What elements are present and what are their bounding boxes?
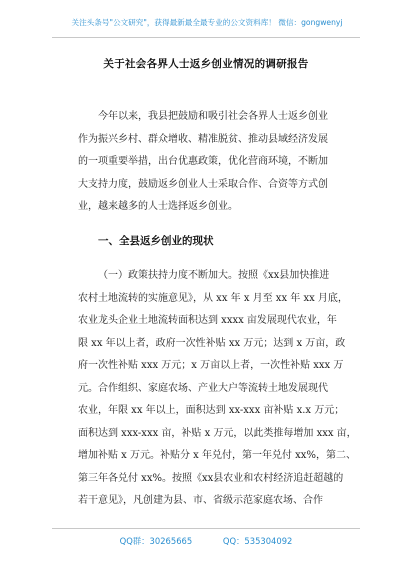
section-heading: 一、全县返乡创业的现状	[98, 235, 214, 247]
section-paragraph	[78, 265, 360, 513]
footer-qq-group: QQ群：30265665	[119, 536, 193, 546]
header-divider	[52, 37, 360, 38]
intro-paragraph	[78, 106, 360, 219]
section-line: 农业，年限 xx 年以上，面积达到 xx-xxx 亩补贴 x.x 万元；	[78, 405, 345, 416]
section-line: 府一次性补贴 xxx 万元；x 万亩以上者，一次性补贴 xxx 万	[78, 360, 344, 371]
intro-line: 今年以来，我县把鼓励和吸引社会各界人士返乡创业	[98, 111, 328, 122]
footer-qq: QQ：535304092	[222, 536, 293, 546]
section-line: 第三年各兑付 xx%。按照《xx县农业和农村经济追赶超越的	[78, 472, 344, 484]
document-title: 关于社会各界人士返乡创业情况的调研报告	[103, 58, 309, 70]
section-line: 增加补贴 x 万元。补贴分 x 年兑付，第一年兑付 xx%，第二、	[78, 450, 356, 461]
section-line: 若干意见》，凡创建为县、市、省级示范家庭农场、合作	[78, 495, 323, 506]
footer	[52, 535, 360, 547]
section-line: （一）政策扶持力度不断加大。按照《xx县加快推进	[98, 270, 330, 281]
intro-line: 大支持力度，鼓励返乡创业人士采取合作、合资等方式创	[78, 178, 328, 190]
section-line: 面积达到 xxx-xxx 亩，补贴 x 万元，以此类推每增加 xxx 亩，	[78, 427, 357, 439]
section-line: 元。合作组织、家庭农场、产业大户等流转土地发展现代	[78, 382, 328, 394]
section-line: 限 xx 年以上者，政府一次性补贴 xx 万元；达到 x 万亩，政	[78, 337, 346, 349]
header-banner: 关注头条号"公文研究"，获得最新最全最专业的公文资料库！ 微信：gongwenyj	[71, 18, 343, 27]
intro-line: 作为振兴乡村、群众增收、精准脱贫、推动县域经济发展	[78, 133, 328, 145]
intro-line: 业，越来越多的人士选择返乡创业。	[78, 201, 238, 212]
footer-divider	[52, 528, 360, 529]
intro-line: 的一项重要举措，出台优惠政策，优化营商环境，不断加	[78, 156, 328, 167]
section-line: 农业龙头企业土地流转面积达到 xxxx 亩发展现代农业，年	[78, 315, 337, 326]
section-line: 农村土地流转的实施意见》，从 xx 年 x 月至 xx 年 xx 月底，	[78, 292, 348, 304]
